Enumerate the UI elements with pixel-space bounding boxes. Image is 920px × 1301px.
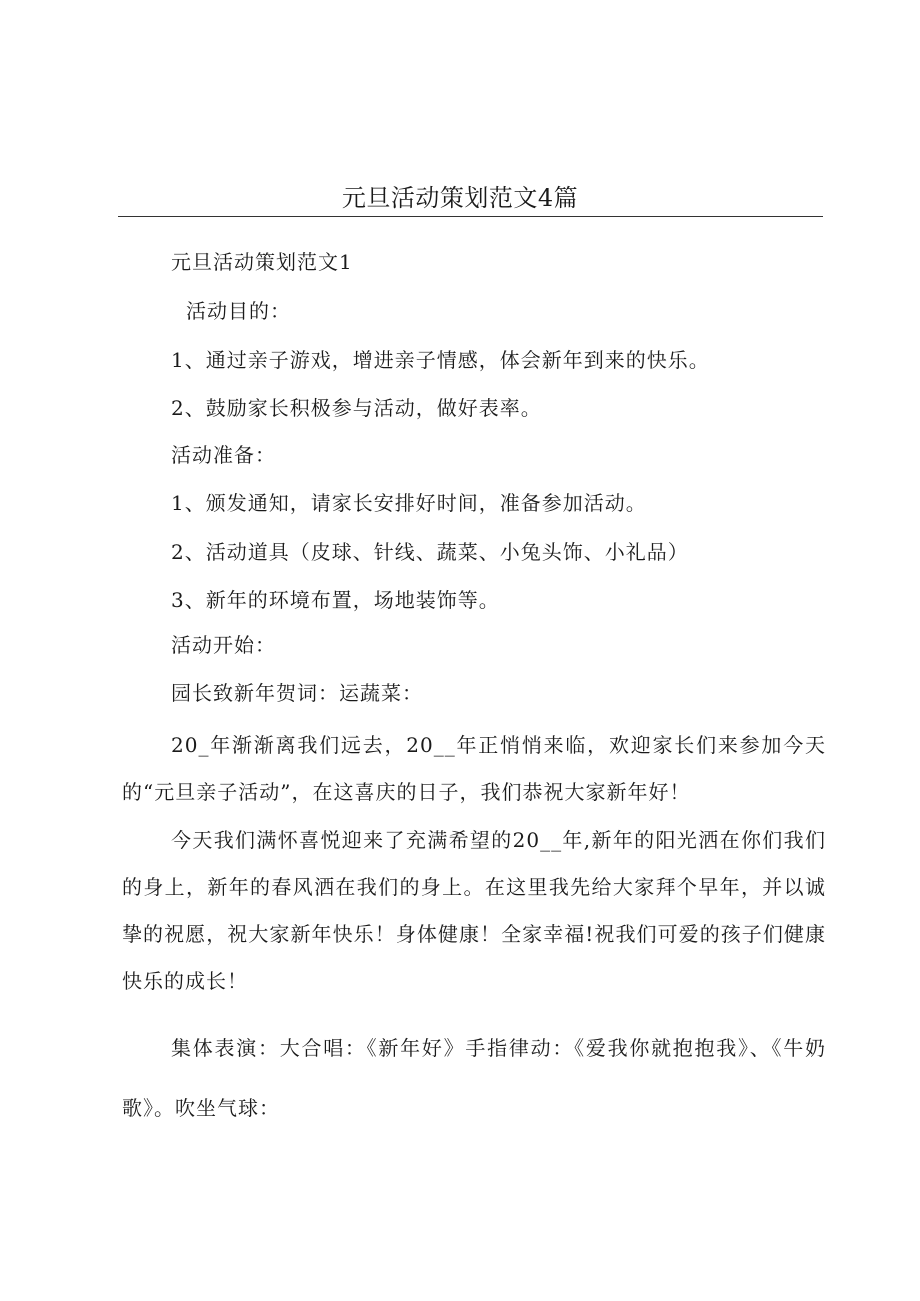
preparation-item-2: 2、活动道具（皮球、针线、蔬菜、小兔头饰、小礼品） [171,540,689,564]
preparation-item-1: 1、颁发通知，请家长安排好时间，准备参加活动。 [171,491,647,515]
document-title: 元旦活动策划范文4篇 [341,184,579,212]
paragraph-new-year-wishes: 今天我们满怀喜悦迎来了充满希望的20__年,新年的阳光洒在你们我们的身上，新年的春风洒在我们的身上。在这里我先给大家拜个早年，并以诚挚的祝愿，祝大家新年快乐！身体健康！全家幸福!祝我们可爱的孩子们健康快乐的成长！ [122,828,826,993]
subheading-purpose: 活动目的： [186,299,291,323]
preparation-item-3: 3、新年的环境布置，场地装饰等。 [171,588,500,612]
purpose-item-2: 2、鼓励家长积极参与活动，做好表率。 [171,396,542,420]
subheading-start: 活动开始： [171,633,276,657]
purpose-item-1: 1、通过亲子游戏，增进亲子情感，体会新年到来的快乐。 [171,348,710,372]
subheading-preparation: 活动准备： [171,443,276,467]
paragraph-welcome: 20_年渐渐离我们远去，20__年正悄悄来临，欢迎家长们来参加今天的“元旦亲子活动”，在这喜庆的日子，我们恭祝大家新年好！ [122,733,826,804]
section-heading: 元旦活动策划范文1 [171,250,353,274]
title-underline [118,216,823,217]
paragraph-performance: 集体表演：大合唱：《新年好》手指律动：《爱我你就抱抱我》、《牛奶歌》。吹坐气球： [122,1036,826,1120]
principal-greeting-line: 园长致新年贺词：运蔬菜： [171,681,423,705]
